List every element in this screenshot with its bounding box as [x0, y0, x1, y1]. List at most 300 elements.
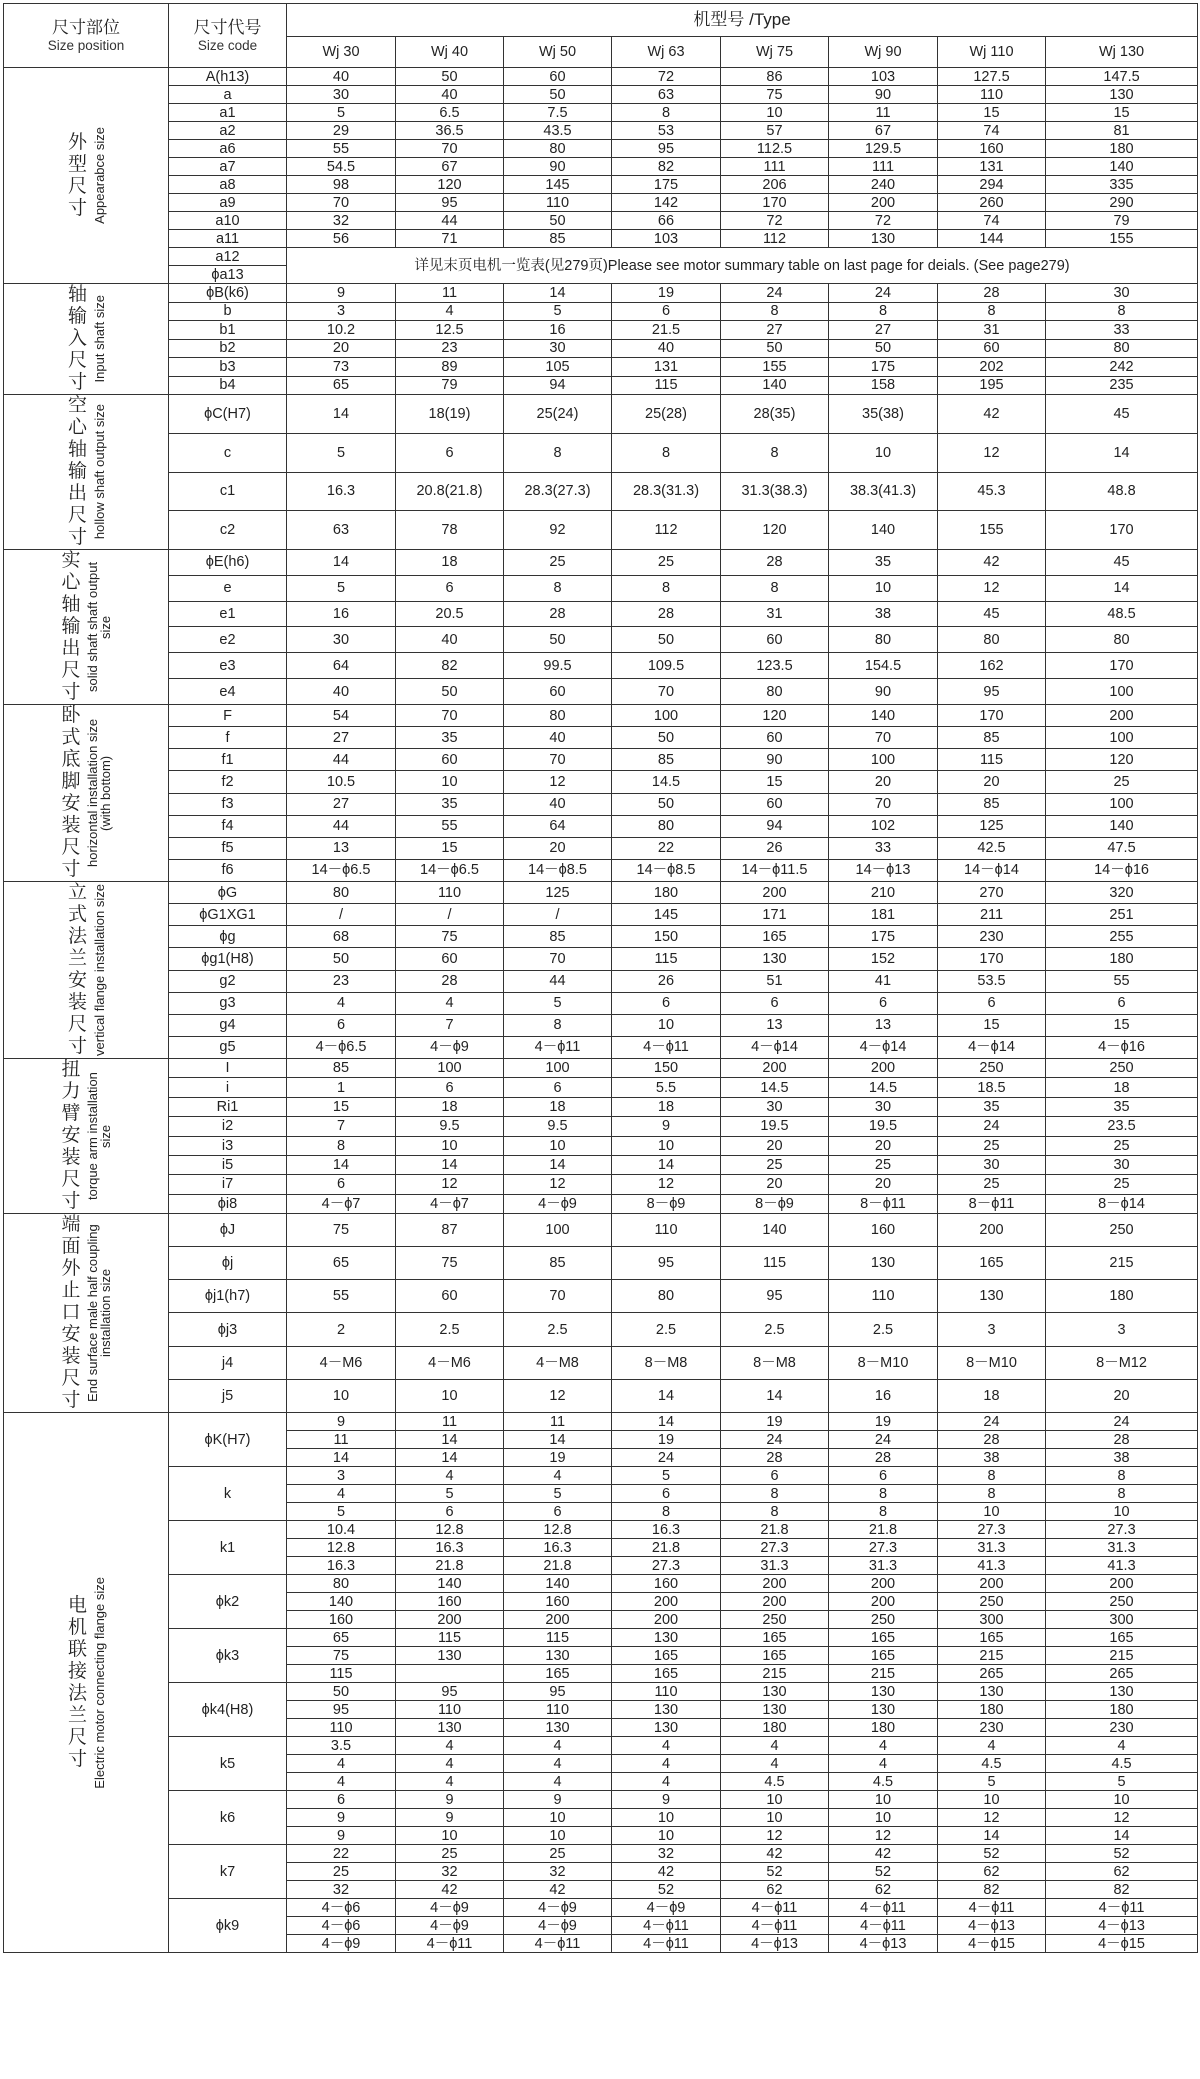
value-cell: 31.3(38.3) [721, 472, 829, 511]
value-cell: 4 [504, 1467, 612, 1485]
value-cell: 4－ϕ13 [829, 1935, 938, 1953]
value-cell: 2.5 [504, 1313, 612, 1346]
value-cell: 6 [612, 302, 721, 321]
size-code-cell: ϕj [169, 1247, 287, 1280]
value-cell: 100 [396, 1059, 504, 1078]
value-cell: 9 [612, 1117, 721, 1136]
category-zh: 空心轴输出尺寸 [67, 395, 87, 548]
value-cell: 14 [396, 1431, 504, 1449]
value-cell: 111 [829, 158, 938, 176]
category-label [4, 284, 168, 394]
value-cell: 50 [396, 68, 504, 86]
value-cell: 112.5 [721, 140, 829, 158]
value-cell: 8 [504, 433, 612, 472]
table-row [4, 302, 1198, 321]
value-cell: 53.5 [938, 970, 1046, 992]
value-cell: 71 [396, 230, 504, 248]
size-code-cell: ϕg1(H8) [169, 948, 287, 970]
value-cell: 4－M6 [287, 1346, 396, 1379]
size-code-cell: F [169, 705, 287, 727]
value-cell: 6 [287, 1791, 396, 1809]
size-code-cell: I [169, 1059, 287, 1078]
value-cell: 230 [938, 1719, 1046, 1737]
value-cell: 35 [396, 793, 504, 815]
value-cell: 130 [829, 1683, 938, 1701]
value-cell: 10 [938, 1503, 1046, 1521]
category-en: torque arm installation size [85, 1072, 113, 1200]
value-cell: 15 [1046, 104, 1198, 122]
value-cell: 6 [938, 992, 1046, 1014]
spec-sheet [3, 3, 1198, 1953]
value-cell: 65 [287, 376, 396, 395]
value-cell: 171 [721, 904, 829, 926]
value-cell: 4－ϕ11 [612, 1935, 721, 1953]
value-cell: 11 [504, 1413, 612, 1431]
value-cell: 20 [721, 1175, 829, 1194]
value-cell: 14.5 [721, 1078, 829, 1097]
value-cell: 130 [612, 1629, 721, 1647]
value-cell: 24 [721, 1431, 829, 1449]
value-cell: 2.5 [829, 1313, 938, 1346]
table-row [4, 1078, 1198, 1097]
table-row [4, 627, 1198, 653]
value-cell: 14－ϕ16 [1046, 859, 1198, 881]
table-row [4, 511, 1198, 550]
value-cell: 200 [721, 1593, 829, 1611]
value-cell: 27.3 [938, 1521, 1046, 1539]
value-cell: 57 [721, 122, 829, 140]
value-cell: 20.8(21.8) [396, 472, 504, 511]
value-cell: 15 [1046, 1014, 1198, 1036]
value-cell: 215 [938, 1647, 1046, 1665]
value-cell: 175 [829, 358, 938, 377]
value-cell: 27.3 [1046, 1521, 1198, 1539]
size-code-zh: 尺寸代号 [193, 17, 262, 37]
value-cell: 200 [612, 1611, 721, 1629]
value-cell: 52 [829, 1863, 938, 1881]
value-cell: 147.5 [1046, 68, 1198, 86]
size-code-cell: a9 [169, 194, 287, 212]
size-code-cell: a12 [169, 248, 287, 266]
size-code-cell: j5 [169, 1379, 287, 1412]
value-cell: 40 [504, 727, 612, 749]
size-code-cell: ϕk2 [169, 1575, 287, 1629]
value-cell: 202 [938, 358, 1046, 377]
value-cell: 162 [938, 653, 1046, 679]
value-cell: 52 [938, 1845, 1046, 1863]
value-cell: 6 [396, 433, 504, 472]
value-cell: 54.5 [287, 158, 396, 176]
value-cell: 21.8 [829, 1521, 938, 1539]
value-cell: 200 [504, 1611, 612, 1629]
table-row [4, 158, 1198, 176]
value-cell: 14 [938, 1827, 1046, 1845]
value-cell: 130 [504, 1719, 612, 1737]
value-cell: 12 [504, 1379, 612, 1412]
value-cell: 11 [396, 1413, 504, 1431]
value-cell: 130 [612, 1719, 721, 1737]
value-cell: 10 [721, 1809, 829, 1827]
value-cell: 10 [612, 1809, 721, 1827]
table-row [4, 1155, 1198, 1174]
value-cell: 10 [396, 1136, 504, 1155]
value-cell: 4－ϕ13 [1046, 1917, 1198, 1935]
value-cell: 160 [612, 1575, 721, 1593]
size-code-cell: b1 [169, 321, 287, 340]
value-cell: 32 [287, 1881, 396, 1899]
value-cell: 65 [287, 1247, 396, 1280]
table-row [4, 705, 1198, 727]
value-cell: 200 [1046, 1575, 1198, 1593]
category-cell [4, 1413, 169, 1953]
value-cell: 14－ϕ8.5 [504, 859, 612, 881]
category-label [4, 1413, 168, 1952]
value-cell: 140 [721, 1214, 829, 1247]
value-cell: 4－M6 [396, 1346, 504, 1379]
value-cell: 55 [1046, 970, 1198, 992]
table-row [4, 433, 1198, 472]
size-code-cell: Ri1 [169, 1097, 287, 1116]
value-cell: 200 [829, 1575, 938, 1593]
value-cell: 8－ϕ9 [612, 1194, 721, 1213]
table-row [4, 1280, 1198, 1313]
value-cell: 200 [721, 1059, 829, 1078]
category-cell [4, 1059, 169, 1214]
value-cell: 140 [1046, 158, 1198, 176]
value-cell: 28 [721, 550, 829, 576]
value-cell: 33 [1046, 321, 1198, 340]
value-cell: 12 [829, 1827, 938, 1845]
value-cell: 10.5 [287, 771, 396, 793]
value-cell: 55 [287, 1280, 396, 1313]
table-row [4, 176, 1198, 194]
value-cell: 4 [504, 1773, 612, 1791]
size-code-cell: i7 [169, 1175, 287, 1194]
value-cell: 4 [938, 1737, 1046, 1755]
size-code-cell: i3 [169, 1136, 287, 1155]
value-cell: 14 [287, 1155, 396, 1174]
value-cell: 45 [1046, 395, 1198, 434]
value-cell: 31 [938, 321, 1046, 340]
size-code-cell: f6 [169, 859, 287, 881]
value-cell: 4－ϕ11 [721, 1917, 829, 1935]
value-cell: 10 [829, 575, 938, 601]
value-cell: 4 [612, 1737, 721, 1755]
value-cell: 20 [829, 1136, 938, 1155]
size-code-cell: k5 [169, 1737, 287, 1791]
value-cell: 40 [287, 68, 396, 86]
value-cell: 140 [829, 511, 938, 550]
value-cell: / [504, 904, 612, 926]
value-cell: 6 [396, 575, 504, 601]
model-header-cell: Wj 40 [396, 37, 504, 68]
value-cell: 4 [287, 992, 396, 1014]
value-cell: 14 [721, 1379, 829, 1412]
value-cell: 115 [612, 948, 721, 970]
value-cell: 10 [504, 1827, 612, 1845]
table-row [4, 1521, 1198, 1539]
value-cell: 8 [938, 1467, 1046, 1485]
value-cell: 100 [829, 749, 938, 771]
value-cell: 86 [721, 68, 829, 86]
value-cell: 10 [396, 1827, 504, 1845]
value-cell: 9 [287, 1809, 396, 1827]
value-cell: 165 [612, 1647, 721, 1665]
value-cell: 14 [612, 1379, 721, 1412]
value-cell: 60 [504, 68, 612, 86]
value-cell: 70 [504, 1280, 612, 1313]
value-cell: 10 [829, 1809, 938, 1827]
value-cell: 14－ϕ14 [938, 859, 1046, 881]
value-cell: 4 [287, 1773, 396, 1791]
value-cell: 16.3 [287, 472, 396, 511]
value-cell: 10 [612, 1827, 721, 1845]
table-row [4, 1845, 1198, 1863]
value-cell: 130 [504, 1647, 612, 1665]
value-cell: 250 [938, 1059, 1046, 1078]
value-cell: 40 [396, 627, 504, 653]
value-cell: 6 [721, 992, 829, 1014]
value-cell: 44 [396, 212, 504, 230]
value-cell: 12 [396, 1175, 504, 1194]
value-cell: 250 [1046, 1059, 1198, 1078]
value-cell: 110 [938, 86, 1046, 104]
value-cell: 80 [504, 705, 612, 727]
value-cell: 165 [938, 1629, 1046, 1647]
value-cell: 18(19) [396, 395, 504, 434]
value-cell: 28 [721, 1449, 829, 1467]
value-cell: 15 [721, 771, 829, 793]
value-cell: 165 [721, 1647, 829, 1665]
table-row [4, 1117, 1198, 1136]
value-cell: 335 [1046, 176, 1198, 194]
value-cell: 12 [938, 575, 1046, 601]
value-cell: 42 [721, 1845, 829, 1863]
value-cell: 14.5 [612, 771, 721, 793]
table-row [4, 1683, 1198, 1701]
value-cell: 25 [612, 550, 721, 576]
value-cell: 35 [938, 1097, 1046, 1116]
value-cell: 8－M10 [938, 1346, 1046, 1379]
model-header-cell: Wj 130 [1046, 37, 1198, 68]
value-cell: 27 [287, 793, 396, 815]
dimension-table [3, 3, 1198, 1953]
value-cell: 8 [721, 433, 829, 472]
value-cell: 4－ϕ9 [287, 1935, 396, 1953]
value-cell: 44 [287, 749, 396, 771]
value-cell: 109.5 [612, 653, 721, 679]
value-cell: 27 [721, 321, 829, 340]
size-code-cell: ϕE(h6) [169, 550, 287, 576]
value-cell: 28 [504, 601, 612, 627]
value-cell: 255 [1046, 926, 1198, 948]
value-cell: 10 [1046, 1503, 1198, 1521]
value-cell: 14 [504, 1431, 612, 1449]
value-cell: 45 [1046, 550, 1198, 576]
value-cell: 4 [396, 1773, 504, 1791]
size-code-cell: i2 [169, 1117, 287, 1136]
value-cell: 144 [938, 230, 1046, 248]
value-cell: 82 [1046, 1881, 1198, 1899]
value-cell: 25 [938, 1175, 1046, 1194]
category-cell [4, 284, 169, 395]
value-cell: 13 [721, 1014, 829, 1036]
value-cell: 20 [1046, 1379, 1198, 1412]
value-cell: 180 [1046, 948, 1198, 970]
value-cell: 9 [396, 1809, 504, 1827]
value-cell: 8－M10 [829, 1346, 938, 1379]
value-cell: 4－M8 [504, 1346, 612, 1379]
value-cell: 50 [612, 727, 721, 749]
value-cell: 130 [938, 1683, 1046, 1701]
value-cell: 40 [396, 86, 504, 104]
value-cell: 10.4 [287, 1521, 396, 1539]
value-cell: 6 [504, 1503, 612, 1521]
value-cell: 82 [938, 1881, 1046, 1899]
value-cell: 15 [938, 104, 1046, 122]
value-cell: 170 [1046, 511, 1198, 550]
value-cell: 42 [504, 1881, 612, 1899]
table-row [4, 1194, 1198, 1213]
value-cell: 14 [1046, 1827, 1198, 1845]
value-cell: 115 [504, 1629, 612, 1647]
value-cell: 36.5 [396, 122, 504, 140]
table-row [4, 395, 1198, 434]
value-cell: 14 [1046, 575, 1198, 601]
value-cell: 4 [287, 1485, 396, 1503]
value-cell: 127.5 [938, 68, 1046, 86]
value-cell: 13 [829, 1014, 938, 1036]
value-cell: 12 [504, 1175, 612, 1194]
value-cell: 9.5 [504, 1117, 612, 1136]
table-row [4, 1737, 1198, 1755]
value-cell: 24 [829, 284, 938, 303]
value-cell: 40 [287, 679, 396, 705]
table-row [4, 837, 1198, 859]
table-row [4, 815, 1198, 837]
value-cell: 115 [396, 1629, 504, 1647]
value-cell: 21.8 [612, 1539, 721, 1557]
value-cell: 4－ϕ9 [504, 1899, 612, 1917]
value-cell: 72 [612, 68, 721, 86]
value-cell: 4 [396, 992, 504, 1014]
table-row [4, 472, 1198, 511]
value-cell: 180 [612, 882, 721, 904]
value-cell: 80 [612, 1280, 721, 1313]
table-row [4, 1346, 1198, 1379]
value-cell: 25 [1046, 771, 1198, 793]
value-cell: 5 [396, 1485, 504, 1503]
size-code-cell: b4 [169, 376, 287, 395]
value-cell: 14－ϕ13 [829, 859, 938, 881]
value-cell: 130 [938, 1280, 1046, 1313]
value-cell: 23 [287, 970, 396, 992]
value-cell: 25 [721, 1155, 829, 1174]
value-cell: 4 [829, 1737, 938, 1755]
size-code-cell: ϕj3 [169, 1313, 287, 1346]
value-cell: 14 [287, 550, 396, 576]
value-cell: 10 [612, 1014, 721, 1036]
table-row [4, 68, 1198, 86]
value-cell: 215 [829, 1665, 938, 1683]
value-cell: / [287, 904, 396, 926]
value-cell: 98 [287, 176, 396, 194]
value-cell: 4－ϕ6 [287, 1917, 396, 1935]
value-cell: 130 [829, 1701, 938, 1719]
value-cell: 42 [612, 1863, 721, 1881]
table-row [4, 140, 1198, 158]
value-cell: 290 [1046, 194, 1198, 212]
value-cell: 70 [287, 194, 396, 212]
value-cell: 105 [504, 358, 612, 377]
value-cell: 6 [396, 1503, 504, 1521]
value-cell: 4 [504, 1737, 612, 1755]
table-row [4, 859, 1198, 881]
table-row [4, 1791, 1198, 1809]
size-code-cell: f [169, 727, 287, 749]
value-cell: 28.3(31.3) [612, 472, 721, 511]
value-cell: 6.5 [396, 104, 504, 122]
value-cell: 95 [721, 1280, 829, 1313]
size-position-zh: 尺寸部位 [52, 17, 120, 37]
size-code-cell: a8 [169, 176, 287, 194]
value-cell: 50 [396, 679, 504, 705]
category-en: vertical flange installation size [91, 884, 107, 1056]
value-cell: 90 [829, 86, 938, 104]
value-cell: 4－ϕ9 [504, 1194, 612, 1213]
value-cell: 8 [721, 575, 829, 601]
value-cell: 12.5 [396, 321, 504, 340]
value-cell: 5 [504, 1485, 612, 1503]
size-code-cell: ϕG [169, 882, 287, 904]
value-cell: 14 [1046, 433, 1198, 472]
size-code-en: Size code [197, 37, 258, 53]
value-cell: 250 [938, 1593, 1046, 1611]
size-code-cell: ϕi8 [169, 1194, 287, 1213]
value-cell: 8 [829, 302, 938, 321]
model-header-cell: Wj 30 [287, 37, 396, 68]
category-label [4, 68, 168, 283]
value-cell: 95 [396, 194, 504, 212]
value-cell: 4－ϕ11 [829, 1899, 938, 1917]
value-cell: 9 [504, 1791, 612, 1809]
size-code-cell: g4 [169, 1014, 287, 1036]
value-cell: 70 [504, 749, 612, 771]
value-cell: 18 [938, 1379, 1046, 1412]
value-cell: 4－ϕ9 [504, 1917, 612, 1935]
value-cell: 155 [1046, 230, 1198, 248]
value-cell: 30 [829, 1097, 938, 1116]
value-cell: 8 [829, 1485, 938, 1503]
value-cell: 152 [829, 948, 938, 970]
value-cell: 10 [504, 1809, 612, 1827]
value-cell: 67 [829, 122, 938, 140]
value-cell: 4 [504, 1755, 612, 1773]
value-cell: 30 [938, 1155, 1046, 1174]
value-cell: 14 [504, 284, 612, 303]
value-cell: 110 [612, 1214, 721, 1247]
table-row [4, 992, 1198, 1014]
value-cell: 64 [504, 815, 612, 837]
value-cell: 82 [612, 158, 721, 176]
value-cell: 27 [829, 321, 938, 340]
value-cell: 2 [287, 1313, 396, 1346]
table-row [4, 882, 1198, 904]
value-cell: 4－ϕ6.5 [287, 1036, 396, 1058]
value-cell: 8－ϕ11 [938, 1194, 1046, 1213]
value-cell: 75 [287, 1647, 396, 1665]
table-row [4, 749, 1198, 771]
